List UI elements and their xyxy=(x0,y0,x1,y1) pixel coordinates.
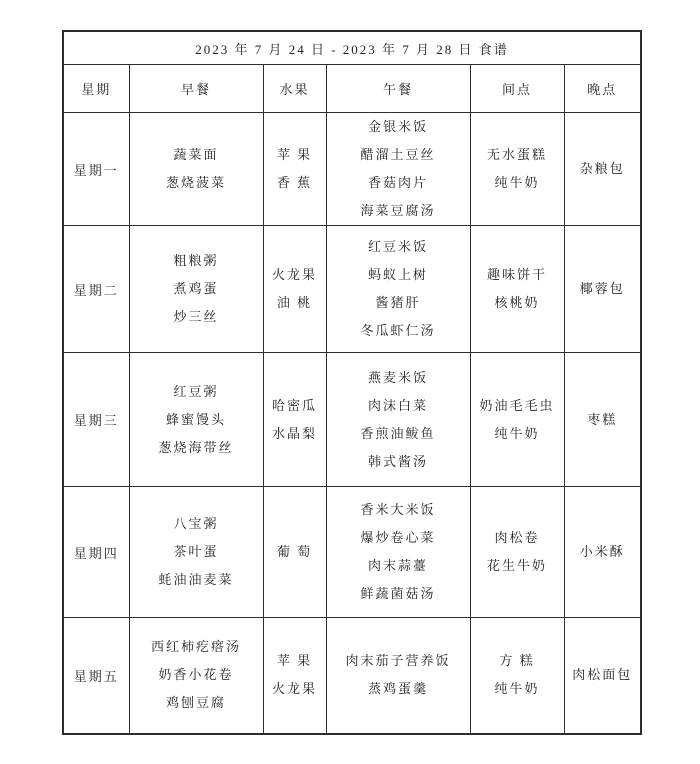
lunch-item: 香米大米饭 xyxy=(360,502,436,517)
header-lunch: 午餐 xyxy=(326,65,470,113)
lunch-cell xyxy=(326,618,470,734)
evening-cell xyxy=(564,618,641,734)
breakfast-item: 葱烧菠菜 xyxy=(165,175,226,190)
day-cell: 星期二 xyxy=(63,226,129,353)
fruit-item: 水晶梨 xyxy=(271,425,317,441)
lunch-item: 韩式酱汤 xyxy=(367,453,428,469)
fruit-item: 火龙果 xyxy=(271,267,317,282)
snack-cell xyxy=(470,618,564,734)
lunch-cell xyxy=(326,487,470,618)
lunch-item: 肉沫白菜 xyxy=(367,397,428,413)
breakfast-item: 蚝油油麦菜 xyxy=(158,572,234,587)
header-snack: 间点 xyxy=(470,65,564,113)
breakfast-cell xyxy=(129,487,263,618)
lunch-cell xyxy=(326,353,470,487)
day-cell: 星期三 xyxy=(63,353,129,487)
breakfast-item: 葱烧海带丝 xyxy=(158,439,234,455)
fruit-item: 油 桃 xyxy=(276,295,313,310)
snack-item: 趣味饼干 xyxy=(486,267,547,282)
breakfast-item: 八宝粥 xyxy=(173,516,219,531)
lunch-cell xyxy=(326,226,470,353)
evening-cell xyxy=(564,226,641,353)
snack-item: 方 糕 xyxy=(499,653,535,669)
evening-item: 杂粮包 xyxy=(579,161,625,176)
snack-cell xyxy=(470,226,564,353)
breakfast-item: 西红柿疙瘩汤 xyxy=(150,639,241,655)
fruit-cell xyxy=(263,618,326,734)
table-row xyxy=(63,353,641,487)
header-fruit: 水果 xyxy=(263,65,326,113)
fruit-item: 哈密瓜 xyxy=(271,397,317,413)
evening-item: 椰蓉包 xyxy=(579,281,625,296)
evening-item: 枣糕 xyxy=(587,411,618,427)
fruit-cell xyxy=(263,353,326,487)
evening-item: 肉松面包 xyxy=(572,667,633,683)
snack-item: 纯牛奶 xyxy=(494,681,540,697)
breakfast-item: 粗粮粥 xyxy=(173,253,219,268)
breakfast-item: 蔬菜面 xyxy=(173,147,219,162)
snack-item: 无水蛋糕 xyxy=(486,147,547,162)
table-row xyxy=(63,618,641,734)
fruit-item: 火龙果 xyxy=(271,681,317,697)
breakfast-item: 煮鸡蛋 xyxy=(173,281,219,296)
day-cell: 星期四 xyxy=(63,487,129,618)
lunch-item: 海菜豆腐汤 xyxy=(360,203,436,218)
header-row xyxy=(63,65,641,113)
breakfast-item: 蜂蜜馒头 xyxy=(165,411,226,427)
snack-item: 纯牛奶 xyxy=(494,175,540,190)
header-breakfast: 早餐 xyxy=(129,65,263,113)
snack-cell xyxy=(470,113,564,226)
lunch-item: 醋溜土豆丝 xyxy=(360,147,436,162)
menu-table-body xyxy=(63,113,641,734)
lunch-item: 蒸鸡蛋羹 xyxy=(367,681,428,697)
table-row xyxy=(63,487,641,618)
lunch-cell xyxy=(326,113,470,226)
lunch-item: 金银米饭 xyxy=(367,119,428,134)
title-row xyxy=(63,31,641,65)
evening-cell xyxy=(564,487,641,618)
breakfast-item: 茶叶蛋 xyxy=(173,544,219,559)
snack-item: 奶油毛毛虫 xyxy=(479,397,555,413)
snack-item: 纯牛奶 xyxy=(494,425,540,441)
breakfast-cell xyxy=(129,113,263,226)
table-title: 2023 年 7 月 24 日 - 2023 年 7 月 28 日 食谱 xyxy=(63,31,641,65)
snack-cell xyxy=(470,487,564,618)
fruit-item: 葡 萄 xyxy=(276,544,313,559)
fruit-item: 香 蕉 xyxy=(276,175,313,190)
header-week: 星期 xyxy=(63,65,129,113)
table-row xyxy=(63,226,641,353)
evening-cell xyxy=(564,113,641,226)
lunch-item: 肉末茄子营养饭 xyxy=(345,653,451,669)
lunch-item: 蚂蚁上树 xyxy=(367,267,428,282)
breakfast-item: 奶香小花卷 xyxy=(158,667,234,683)
snack-item: 核桃奶 xyxy=(494,295,540,310)
lunch-item: 香煎油鲅鱼 xyxy=(360,425,436,441)
breakfast-item: 红豆粥 xyxy=(173,383,219,399)
breakfast-cell xyxy=(129,618,263,734)
lunch-item: 燕麦米饭 xyxy=(367,369,428,385)
menu-table xyxy=(62,30,642,735)
evening-cell xyxy=(564,353,641,487)
lunch-item: 冬瓜虾仁汤 xyxy=(360,323,436,338)
lunch-item: 肉末蒜薹 xyxy=(367,558,428,573)
lunch-item: 酱猪肝 xyxy=(375,295,421,310)
breakfast-item: 鸡刨豆腐 xyxy=(165,695,226,711)
table-row xyxy=(63,113,641,226)
lunch-item: 红豆米饭 xyxy=(367,239,428,254)
fruit-cell xyxy=(263,487,326,618)
snack-item: 肉松卷 xyxy=(494,530,540,545)
day-cell: 星期五 xyxy=(63,618,129,734)
lunch-item: 香菇肉片 xyxy=(367,175,428,190)
fruit-item: 苹 果 xyxy=(276,147,313,162)
snack-item: 花生牛奶 xyxy=(486,558,547,573)
header-evening: 晚点 xyxy=(564,65,641,113)
fruit-cell xyxy=(263,226,326,353)
breakfast-cell xyxy=(129,226,263,353)
breakfast-cell xyxy=(129,353,263,487)
fruit-cell xyxy=(263,113,326,226)
snack-cell xyxy=(470,353,564,487)
day-cell: 星期一 xyxy=(63,113,129,226)
lunch-item: 鲜蔬菌菇汤 xyxy=(360,586,436,601)
lunch-item: 爆炒卷心菜 xyxy=(360,530,436,545)
fruit-item: 苹 果 xyxy=(276,653,313,669)
breakfast-item: 炒三丝 xyxy=(173,309,219,324)
evening-item: 小米酥 xyxy=(579,544,625,559)
